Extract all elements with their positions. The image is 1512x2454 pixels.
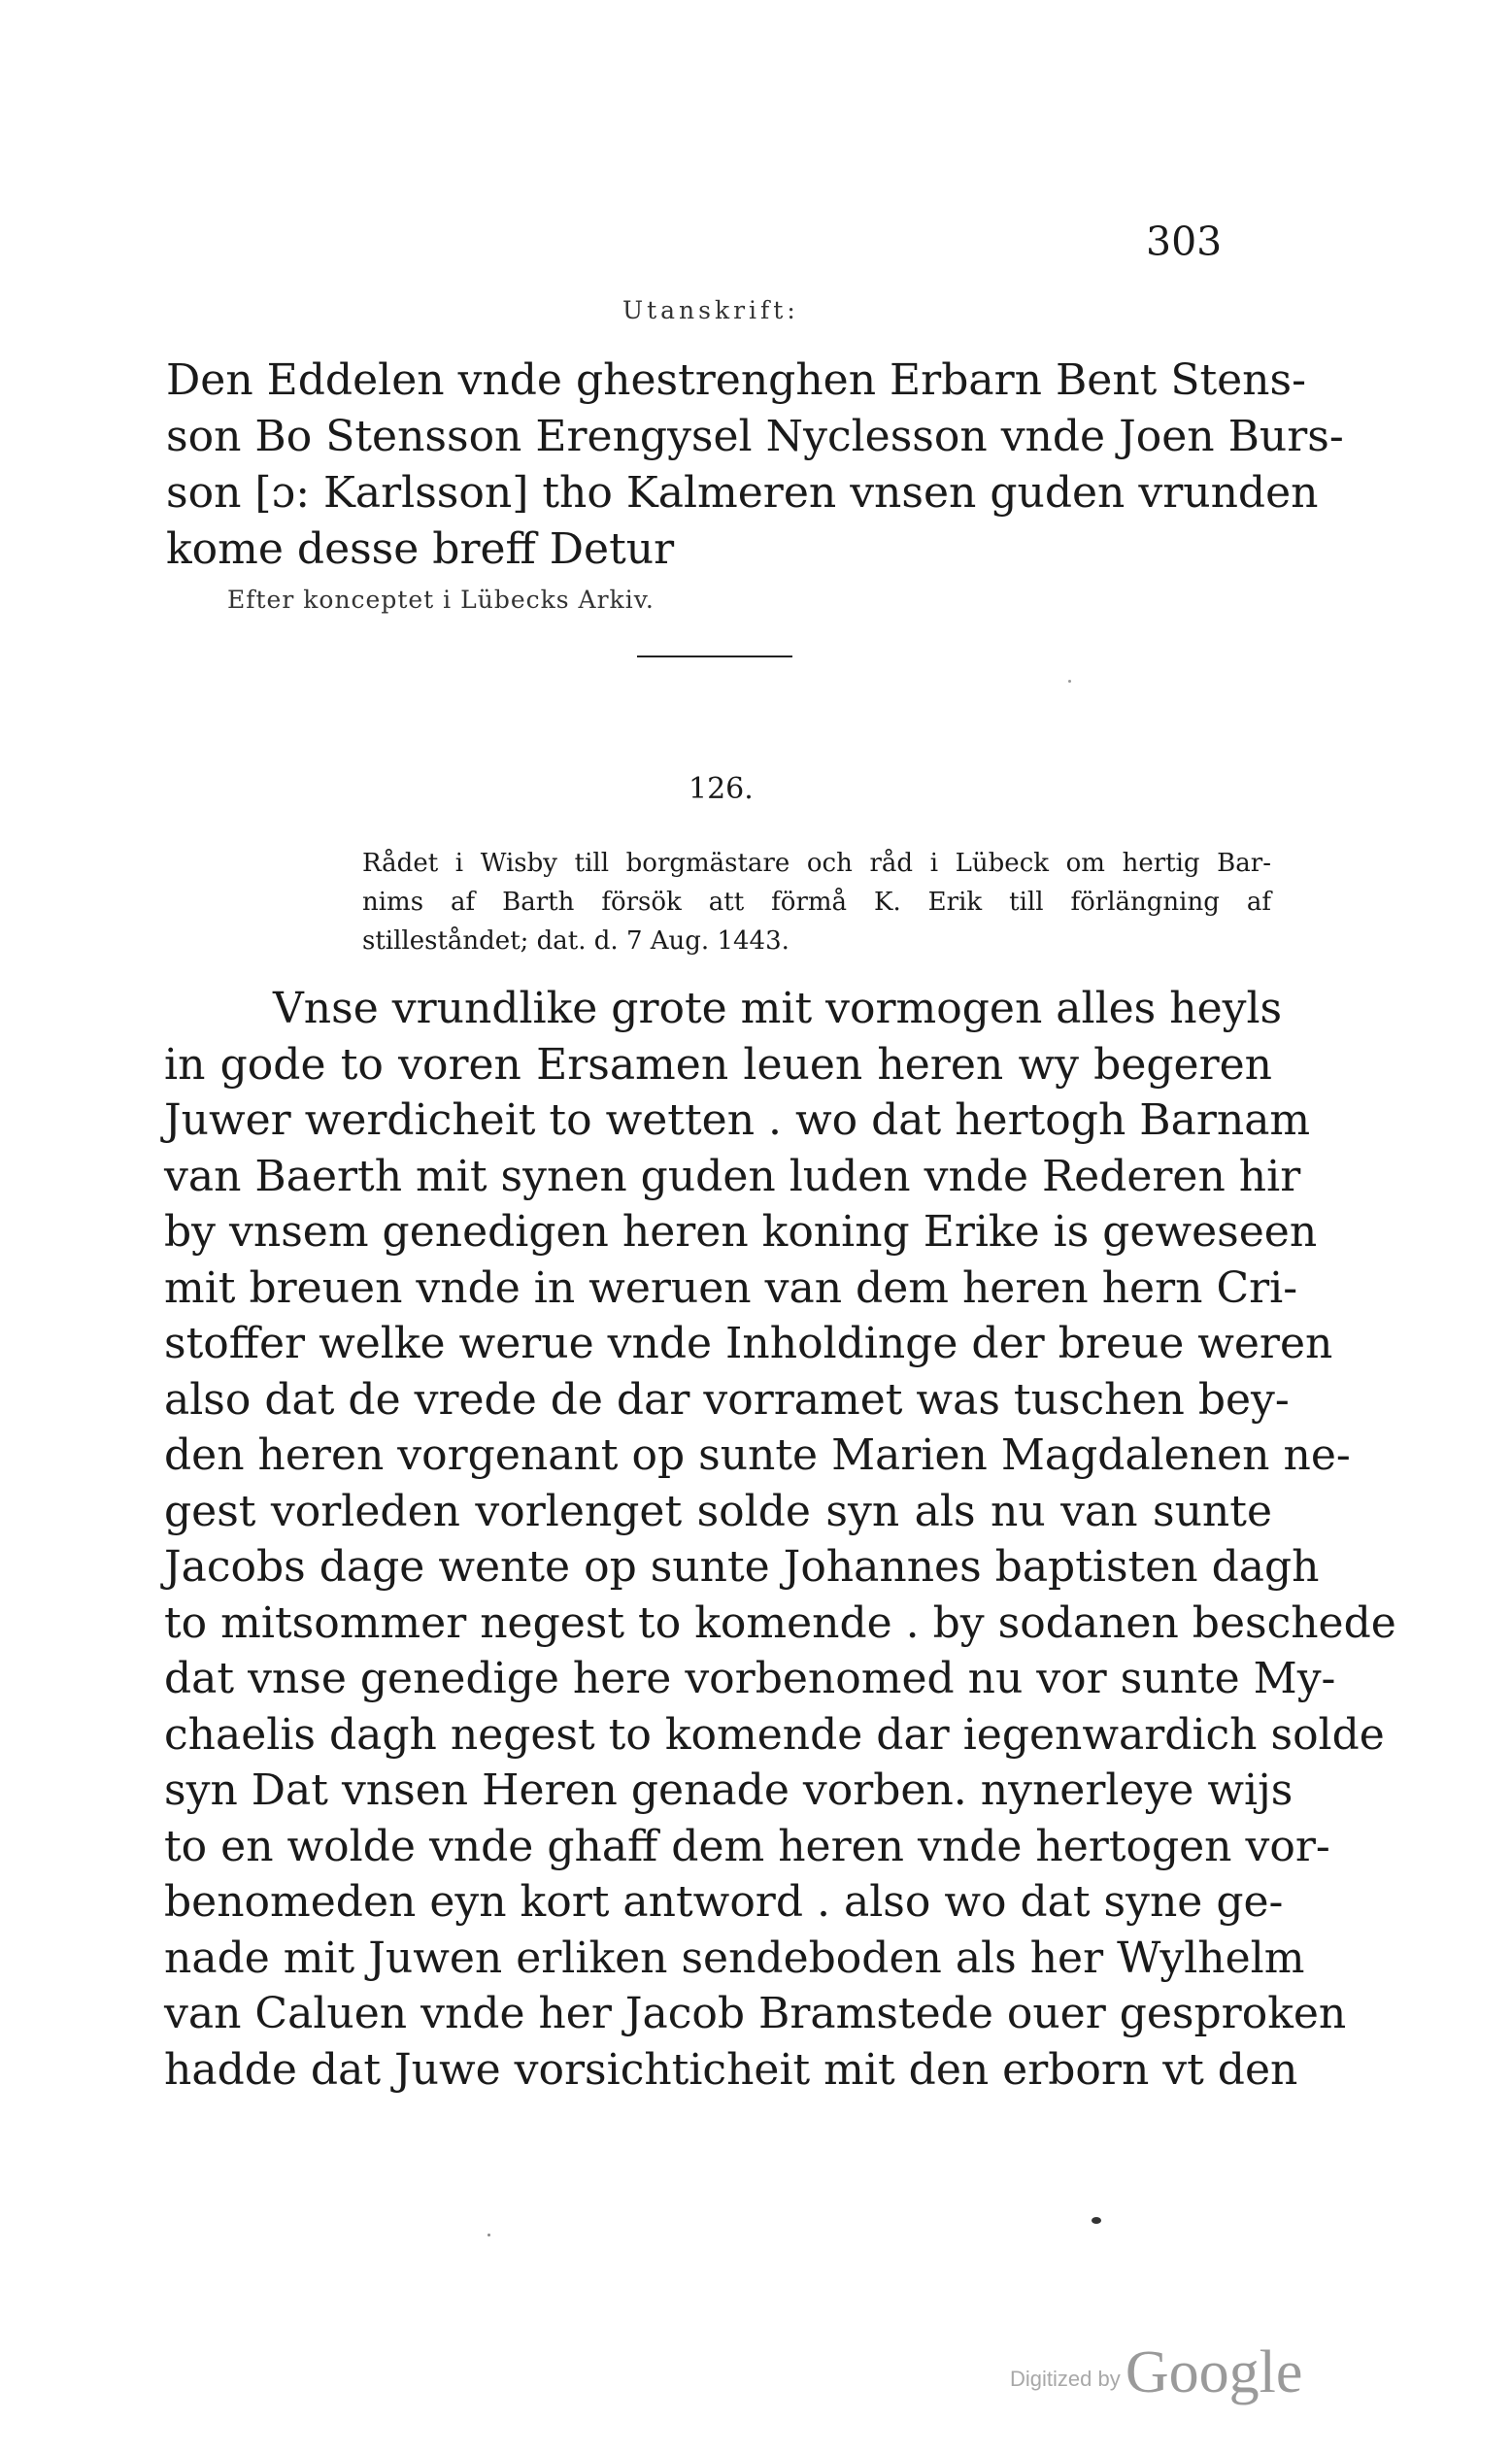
body-line: to mitsommer negest to komende . by sodanen beschede [164, 1597, 1396, 1648]
document-number: 126. [689, 772, 754, 806]
body-line: van Caluen vnde her Jacob Bramstede ouer gesproken [164, 1989, 1347, 2038]
section-divider [637, 656, 792, 657]
body-line: by vnsem genedigen heren koning Erike is geweseen [164, 1207, 1318, 1257]
body-line: chaelis dagh negest to komende dar iegenwardich solde [164, 1709, 1385, 1760]
letter-body [164, 981, 1396, 2098]
body-line: benomeden eyn kort antword . also wo dat syne ge- [164, 1877, 1284, 1927]
body-line: van Baerth mit synen guden luden vnde Rederen hir [164, 1151, 1301, 1201]
body-line: Vnse vrundlike grote mit vormogen alles heyls [273, 984, 1283, 1033]
body-line: hadde dat Juwe vorsichticheit mit den erborn vt den [164, 2044, 1298, 2095]
document-summary [362, 844, 1271, 960]
body-line: Juwer werdicheit to wetten . wo dat hertogh Barnam [164, 1095, 1311, 1145]
body-line: to en wolde vnde ghaff dem heren vnde hertogen vor- [164, 1821, 1330, 1871]
address-line: son Bo Stensson Erengysel Nyclesson vnde Joen Burs- [166, 412, 1344, 461]
address-line: kome desse breff Detur [166, 524, 675, 574]
body-line: mit breuen vnde in weruen van dem heren hern Cri- [164, 1262, 1298, 1313]
digitized-by-text: Digitized by [1010, 2367, 1121, 2391]
address-block [166, 353, 1344, 578]
transcript-label: Utanskrift: [622, 296, 799, 324]
summary-line: nims af Barth försök att förmå K. Erik till förlängning af [362, 888, 1271, 917]
body-line: also dat de vrede de dar vorramet was tuschen bey- [164, 1374, 1290, 1425]
ink-speck [1068, 680, 1071, 683]
google-logo: Google [1125, 2339, 1303, 2405]
body-line: dat vnse genedige here vorbenomed nu vor sunte My- [164, 1654, 1336, 1703]
body-line: syn Dat vnsen Heren genade vorben. nynerleye wijs [164, 1765, 1294, 1815]
summary-line: Rådet i Wisby till borgmästare och råd i Lübeck om hertig Bar- [362, 849, 1271, 878]
source-note: Efter konceptet i Lübecks Arkiv. [227, 586, 655, 614]
address-line: son [ɔ: Karlsson] tho Kalmeren vnsen guden vrunden [166, 468, 1319, 518]
body-line: gest vorleden vorlenget solde syn als nu van sunte [164, 1486, 1272, 1536]
digitized-by-watermark [1010, 2338, 1302, 2407]
ink-speck [487, 2234, 490, 2236]
body-line: in gode to voren Ersamen leuen heren wy begeren [164, 1039, 1272, 1090]
body-line: Jacobs dage wente op sunte Johannes baptisten dagh [164, 1542, 1320, 1592]
summary-line: stilleståndet; dat. d. 7 Aug. 1443. [362, 926, 790, 956]
ink-speck [1092, 2217, 1101, 2224]
body-line: stoffer welke werue vnde Inholdinge der breue weren [164, 1319, 1333, 1368]
page-number: 303 [1146, 219, 1223, 265]
body-line: nade mit Juwen erliken sendeboden als her Wylhelm [164, 1933, 1305, 1983]
address-line: Den Eddelen vnde ghestrenghen Erbarn Bent Stens- [166, 355, 1306, 405]
body-line: den heren vorgenant op sunte Marien Magdalenen ne- [164, 1430, 1351, 1480]
